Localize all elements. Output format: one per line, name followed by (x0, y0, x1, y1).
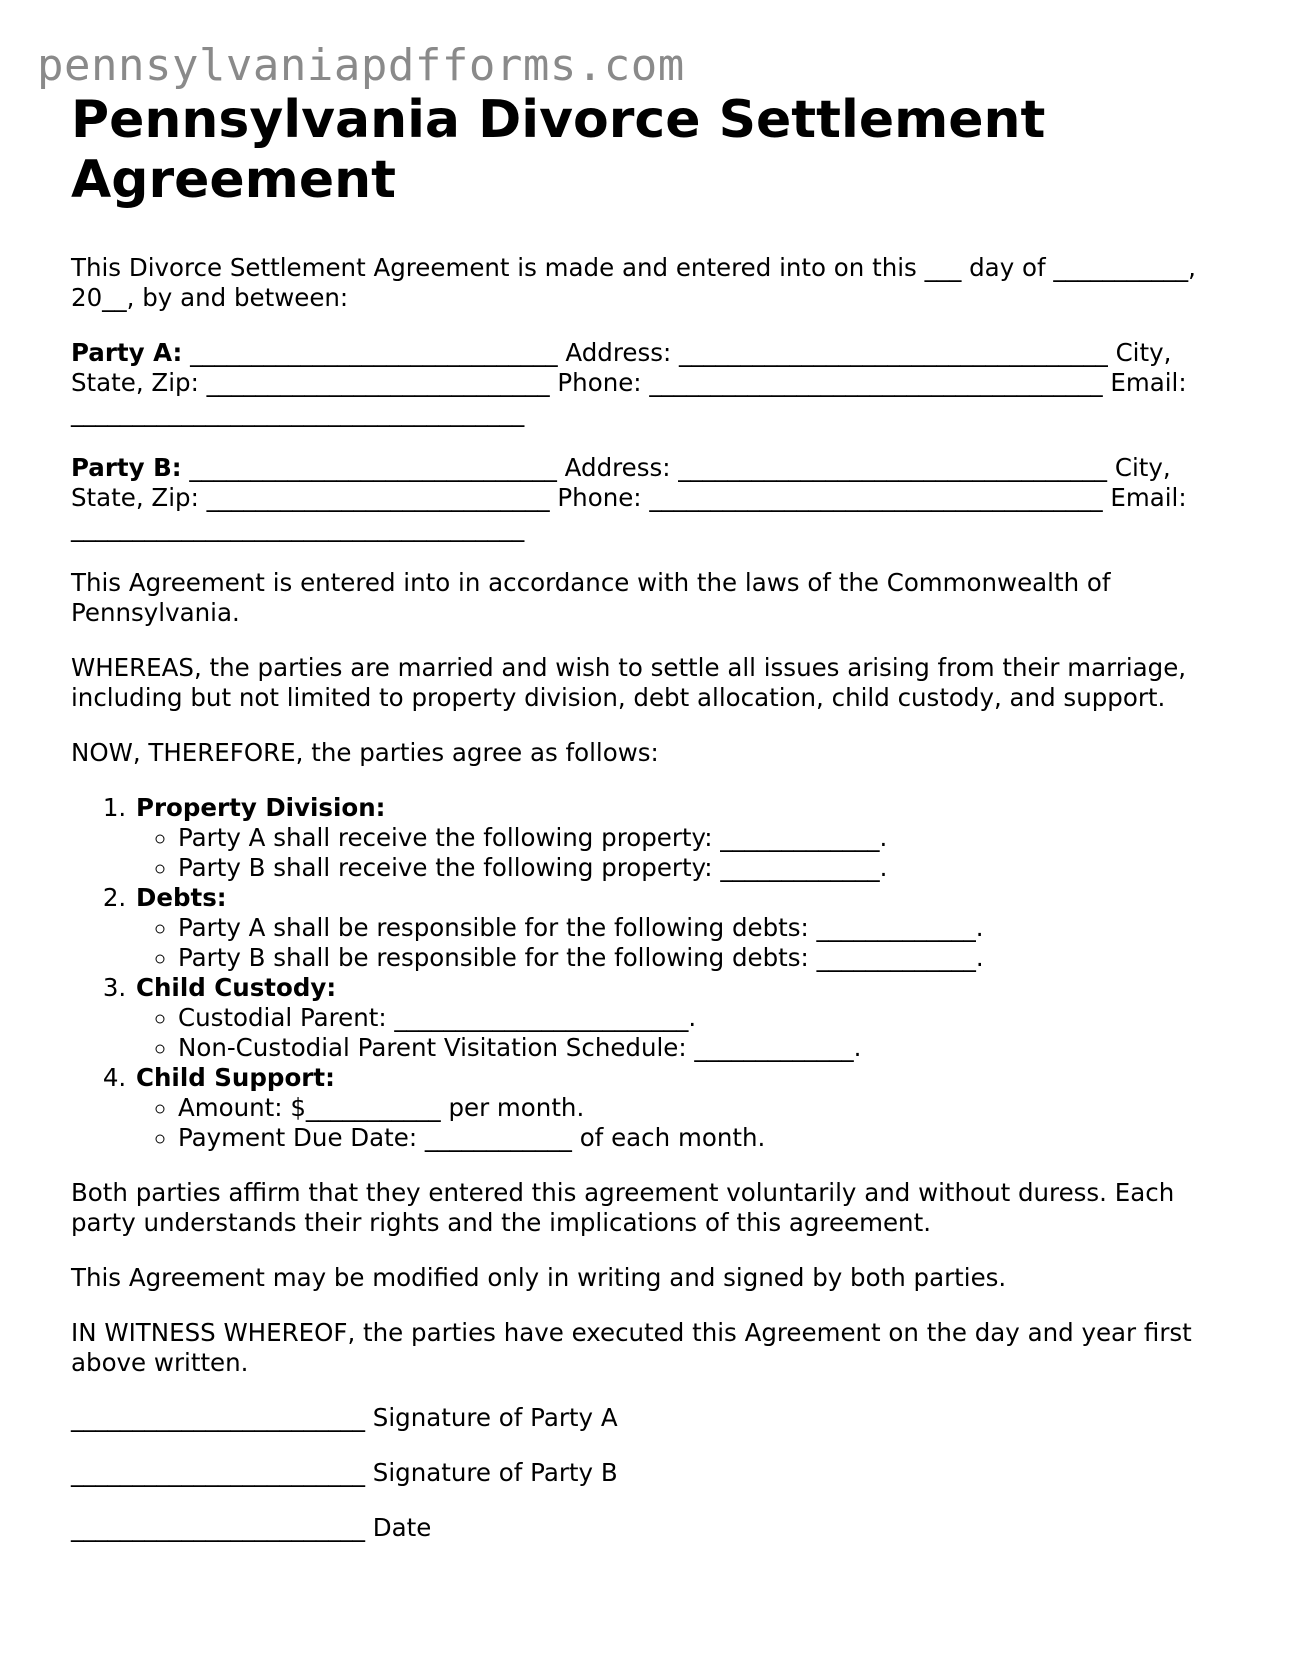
signature-date: ________________________ Date (71, 1513, 432, 1542)
list-item: ◦ Non-Custodial Parent Visitation Schedule: _____________. (178, 1033, 1231, 1063)
signature-block (71, 1403, 1231, 1543)
section-heading: Child Support: (136, 1063, 335, 1092)
party-b-label: Party B: (71, 453, 182, 482)
section-items (136, 823, 1231, 883)
list-item: ◦ Party B shall receive the following property: _____________. (178, 853, 1231, 883)
section-debts (134, 883, 1231, 973)
section-items (136, 913, 1231, 973)
now-therefore-paragraph: NOW, THEREFORE, the parties agree as follows: (71, 738, 659, 767)
list-item: ◦ Party A shall be responsible for the following debts: _____________. (178, 913, 1231, 943)
party-b-fields: ______________________________ Address: ___________________________________ City, State, Zip: ____________________________ Phone: _____________________________________ Email: _____________________________________ (71, 453, 1187, 542)
signature-party-b: ________________________ Signature of Party B (71, 1458, 618, 1487)
laws-paragraph: This Agreement is entered into in accordance with the laws of the Commonwealth of Pennsylvania. (71, 568, 1111, 627)
party-a-block (71, 338, 1231, 428)
section-child-support (134, 1063, 1231, 1153)
section-heading: Property Division: (136, 793, 386, 822)
section-items (136, 1093, 1231, 1153)
section-heading: Child Custody: (136, 973, 337, 1002)
document-title: Pennsylvania Divorce Settlement Agreement (71, 90, 1046, 210)
signature-party-a: ________________________ Signature of Party A (71, 1403, 618, 1432)
party-a-label: Party A: (71, 338, 183, 367)
whereas-paragraph: WHEREAS, the parties are married and wish to settle all issues arising from their marriage, including but not limited to property division, debt allocation, child custody, and support. (71, 653, 1187, 712)
document-page (71, 90, 1231, 1543)
modify-paragraph: This Agreement may be modified only in writing and signed by both parties. (71, 1263, 1007, 1292)
section-items (136, 1003, 1231, 1063)
affirm-paragraph: Both parties affirm that they entered this agreement voluntarily and without duress. Each party understands their rights and the implications of this agreement. (71, 1178, 1175, 1237)
agreement-sections (71, 793, 1231, 1153)
list-item: ◦ Party B shall be responsible for the following debts: _____________. (178, 943, 1231, 973)
site-watermark: pennsylvaniapdfforms.com (37, 40, 685, 91)
list-item: ◦ Custodial Parent: ________________________. (178, 1003, 1231, 1033)
intro-paragraph: This Divorce Settlement Agreement is made and entered into on this ___ day of ___________, 20__, by and between: (71, 253, 1196, 312)
list-item: ◦ Payment Due Date: ____________ of each month. (178, 1123, 1231, 1153)
party-b-block (71, 453, 1231, 543)
list-item: ◦ Amount: $___________ per month. (178, 1093, 1231, 1123)
section-heading: Debts: (136, 883, 227, 912)
party-a-fields: ______________________________ Address: ___________________________________ City, State, Zip: ____________________________ Phone: _____________________________________ Email: _____________________________________ (71, 338, 1187, 427)
list-item: ◦ Party A shall receive the following property: _____________. (178, 823, 1231, 853)
section-child-custody (134, 973, 1231, 1063)
witness-paragraph: IN WITNESS WHEREOF, the parties have executed this Agreement on the day and year first above written. (71, 1318, 1192, 1377)
section-property-division (134, 793, 1231, 883)
